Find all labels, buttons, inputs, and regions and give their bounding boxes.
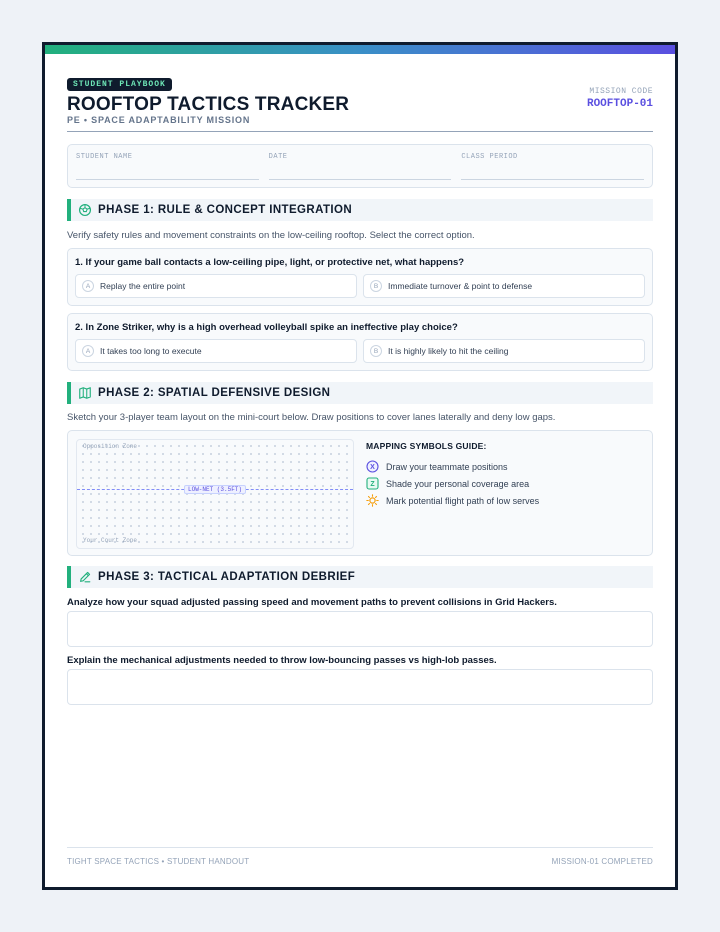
question-1-option-a[interactable]	[75, 274, 357, 298]
court-sketch-panel	[67, 430, 653, 556]
guide-text: Mark potential flight path of low serves	[386, 495, 540, 506]
student-name-field[interactable]	[76, 145, 259, 187]
page-subtitle: PE • SPACE ADAPTABILITY MISSION	[67, 115, 251, 125]
phase-2-header	[67, 382, 653, 404]
option-letter: A	[82, 280, 94, 292]
guide-title: MAPPING SYMBOLS GUIDE:	[366, 441, 487, 451]
net-label: LOW-NET (3.5FT)	[184, 485, 246, 494]
debrief-answer-2[interactable]	[67, 669, 653, 705]
option-letter: B	[370, 280, 382, 292]
guide-row-teammate	[366, 458, 539, 475]
date-line	[269, 179, 452, 180]
header-divider	[67, 131, 653, 132]
option-text: Replay the entire point	[100, 281, 186, 291]
mini-court-canvas[interactable]	[76, 439, 354, 549]
phase-1-instructions: Verify safety rules and movement constraints on the low-ceiling rooftop. Select the correct option.	[67, 230, 475, 241]
footer-right: MISSION-01 COMPLETED	[551, 857, 653, 866]
question-1-box	[67, 248, 653, 306]
opposition-zone-label: Opposition Zone	[83, 443, 138, 450]
question-2-text: 2. In Zone Striker, why is a high overhead volleyball spike an ineffective play choice?	[75, 322, 458, 333]
sun-burst-icon	[366, 494, 379, 507]
debrief-answer-1[interactable]	[67, 611, 653, 647]
pencil-icon	[78, 570, 92, 584]
phase-3-title: PHASE 3: TACTICAL ADAPTATION DEBRIEF	[98, 571, 356, 583]
footer-divider	[67, 847, 653, 848]
question-2-box	[67, 313, 653, 371]
phase-3-header	[67, 566, 653, 588]
question-1-text: 1. If your game ball contacts a low-ceiling pipe, light, or protective net, what happens?	[75, 257, 465, 268]
guide-row-coverage	[366, 475, 539, 492]
map-icon	[78, 386, 92, 400]
student-info-fields	[67, 144, 653, 188]
svg-text:X: X	[370, 464, 375, 471]
debrief-prompt-2: Explain the mechanical adjustments needed to throw low-bouncing passes vs high-lob passes.	[67, 655, 497, 666]
class-period-line	[461, 179, 644, 180]
page-title: ROOFTOP TACTICS TRACKER	[67, 94, 350, 115]
phase-1-title: PHASE 1: RULE & CONCEPT INTEGRATION	[98, 204, 353, 216]
mission-code-label: MISSION CODE	[589, 87, 653, 96]
class-period-label: CLASS PERIOD	[461, 153, 518, 161]
option-text: It takes too long to execute	[100, 346, 202, 356]
handout-sheet	[42, 42, 678, 890]
student-name-line	[76, 179, 259, 180]
debrief-prompt-1: Analyze how your squad adjusted passing speed and movement paths to prevent collisions in Grid Hackers.	[67, 597, 557, 608]
footer-left: TIGHT SPACE TACTICS • STUDENT HANDOUT	[67, 857, 250, 866]
mission-code-value: ROOFTOP-01	[586, 98, 653, 110]
student-playbook-badge: STUDENT PLAYBOOK	[67, 78, 172, 91]
guide-row-flight-path	[366, 492, 539, 509]
soccer-ball-icon	[78, 203, 92, 217]
question-2-option-a[interactable]	[75, 339, 357, 363]
option-text: It is highly likely to hit the ceiling	[388, 346, 509, 356]
class-period-field[interactable]	[461, 145, 644, 187]
phase-2-instructions: Sketch your 3-player team layout on the mini-court below. Draw positions to cover lanes laterally and deny low gaps.	[67, 412, 556, 423]
svg-text:Z: Z	[370, 481, 375, 488]
mapping-symbols-guide	[366, 441, 539, 509]
date-label: DATE	[268, 153, 288, 161]
x-circle-icon	[366, 460, 379, 473]
question-1-option-b[interactable]	[363, 274, 645, 298]
your-court-zone-label: Your Court Zone	[83, 537, 138, 544]
phase-1-header	[67, 199, 653, 221]
date-field[interactable]	[269, 145, 452, 187]
guide-text: Shade your personal coverage area	[386, 478, 530, 489]
student-name-label: STUDENT NAME	[76, 153, 133, 161]
phase-2-title: PHASE 2: SPATIAL DEFENSIVE DESIGN	[98, 387, 331, 399]
option-letter: A	[82, 345, 94, 357]
z-square-icon	[366, 477, 379, 490]
option-letter: B	[370, 345, 382, 357]
guide-text: Draw your teammate positions	[386, 461, 508, 472]
option-text: Immediate turnover & point to defense	[388, 281, 533, 291]
question-2-option-b[interactable]	[363, 339, 645, 363]
